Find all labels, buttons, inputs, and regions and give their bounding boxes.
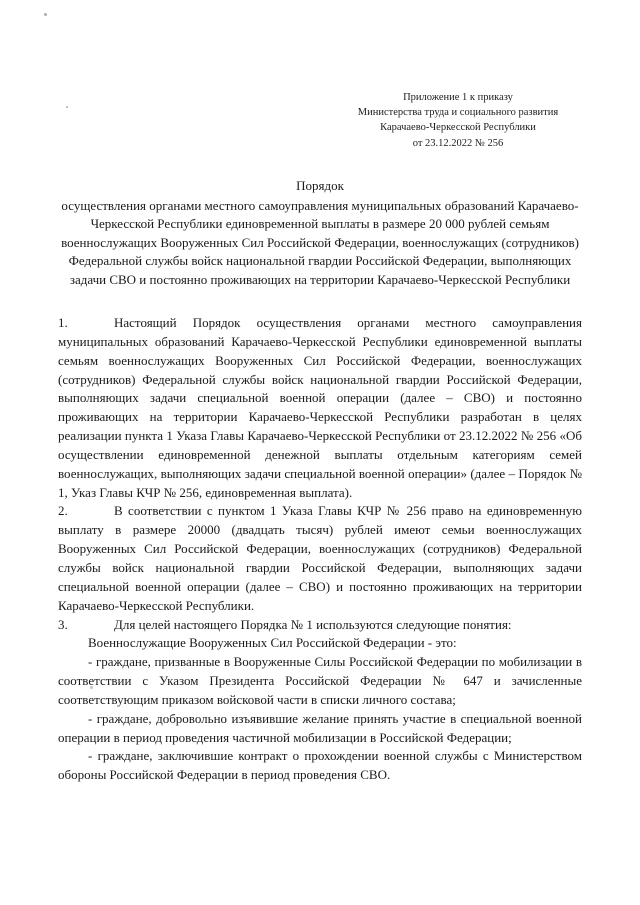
document-header	[330, 90, 586, 151]
scan-speck-icon	[44, 13, 47, 16]
page-subtitle: осуществления органами местного самоуправления муниципальных образований Карачаево-Черкесской Республики единовременной выплаты в размере 20 000 рублей семьям военнослужащих Вооруженных Сил Российской Федерации, военнослужащих (сотрудников) Федеральной службы войск национальной гвардии Российской Федерации, выполняющих задачи СВО и постоянно проживающих на территории Карачаево-Черкесской Республики	[61, 198, 579, 287]
paragraph-3	[58, 616, 582, 635]
definition-lead: Военнослужащие Вооруженных Сил Российской Федерации - это:	[88, 635, 457, 651]
paragraph-number: 1.	[58, 315, 68, 330]
scan-speck-icon	[66, 106, 68, 108]
header-line-1: Приложение 1 к приказу	[403, 92, 513, 103]
definition-item: - граждане, призванные в Вооруженные Силы Российской Федерации по мобилизации в соответствии с Указом Президента Российской Федерации № 647 и зачисленные соответствующим приказом войсковой части в списки личного состава;	[58, 654, 582, 707]
definition-item: - граждане, добровольно изъявившие желание принять участие в специальной военной операции в период проведения частичной мобилизации в Российской Федерации;	[58, 710, 582, 745]
title-block	[58, 178, 582, 289]
paragraph-text: Настоящий Порядок осуществления органами местного самоуправления муниципальных образований Карачаево-Черкесской Республики единовременной выплаты семьям военнослужащих Вооруженных Сил Российской Федерации, военнослужащих (сотрудников) Федеральной службы войск национальной гвардии Российской Федерации, выполняющих задачи специальной военной операции (далее – СВО) и постоянно проживающих на территории Карачаево-Черкесской Республики разработан в целях реализации пункта 1 Указа Главы Карачаево-Черкесской Республики от 23.12.2022 № 256 «Об осуществлении единовременной денежной выплаты отдельным категориям семей военнослужащих, выполняющих задачи специальной военной операции» (далее – Порядок № 1, Указ Главы КЧР № 256, единовременная выплата).	[58, 315, 582, 500]
page-title: Порядок	[296, 178, 344, 193]
header-line-2: Министерства труда и социального развития	[357, 107, 559, 119]
paragraph-2	[58, 502, 582, 615]
paragraph-text: Для целей настоящего Порядка № 1 используются следующие понятия:	[114, 616, 512, 632]
paragraph-1	[58, 314, 582, 502]
header-line-3: Карачаево-Черкесской Республики	[380, 122, 536, 134]
paragraph-number: 2.	[58, 503, 68, 519]
paragraph-text: В соответствии с пунктом 1 Указа Главы КЧР № 256 право на единовременную выплату в размере 20000 (двадцать тысяч) рублей имеют семьи военнослужащих Вооруженных Сил Российской Федерации, военнослужащих (сотрудников) Федеральной службы войск национальной гвардии Российской Федерации, выполняющих задачи специальной военной операции (далее – СВО) и постоянно проживающих на территории Карачаево-Черкесской Республики.	[58, 503, 582, 613]
paragraph-number: 3.	[58, 616, 68, 632]
definition-item: - граждане, заключившие контракт о прохождении военной службы с Министерством обороны Российской Федерации в период проведения СВО.	[58, 748, 582, 783]
header-line-4: от 23.12.2022 № 256	[412, 137, 504, 149]
document-body	[58, 314, 582, 785]
